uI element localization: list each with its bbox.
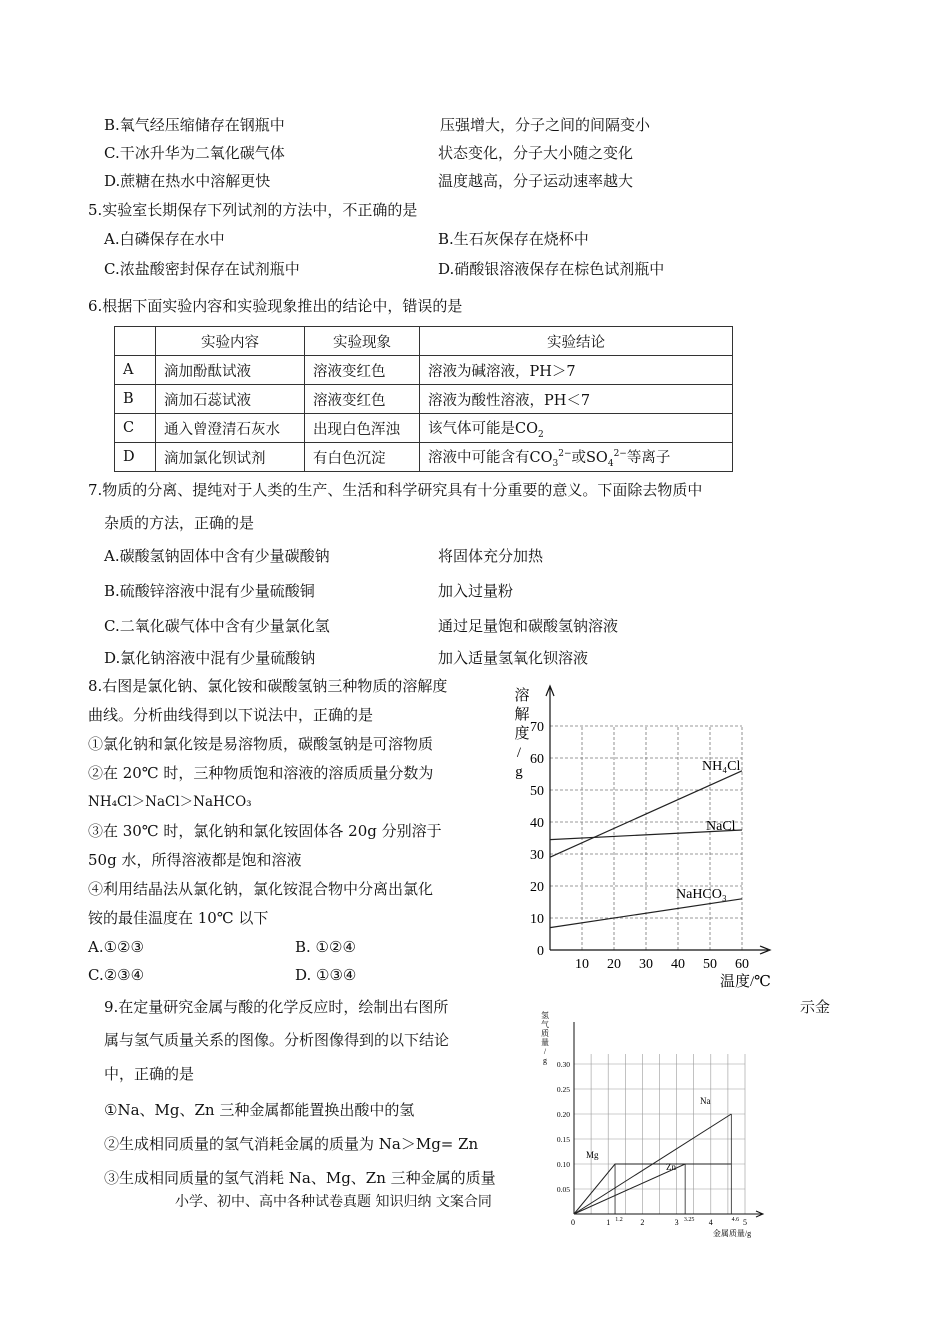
q7-option-b-method: 加入过量粉 [438, 582, 514, 600]
q7-option-a: A.碳酸氢钠固体中含有少量碳酸钠 [104, 547, 330, 565]
table-cell: 通入曾澄清石灰水 [156, 414, 305, 443]
series-label: NaCl [706, 819, 736, 834]
y-axis-label: 质 [541, 1029, 549, 1038]
formula-or-so: 或SO [571, 449, 608, 466]
table-cell: 溶液变红色 [305, 356, 420, 385]
q8-line: 50g 水，所得溶液都是饱和溶液 [88, 851, 302, 869]
y-tick-label: 0 [537, 944, 544, 959]
q7-option-a-method: 将固体充分加热 [438, 547, 544, 565]
y-axis-label: 溶 [514, 688, 530, 704]
table-cell: 滴加酚酞试液 [156, 356, 305, 385]
x-tick-label: 3 [674, 1218, 679, 1227]
y-tick-label: 0.15 [556, 1135, 570, 1144]
x-axis-label: 金属质量/g [712, 1229, 752, 1238]
q8-option-c: C.②③④ [88, 966, 145, 984]
row-label: A [115, 356, 156, 385]
q5-stem: 5.实验室长期保存下列试剂的方法中，不正确的是 [88, 201, 418, 219]
q5-option-b: B.生石灰保存在烧杯中 [438, 230, 589, 248]
header-cell: 实验结论 [420, 327, 733, 356]
series-label: Na [700, 1096, 711, 1106]
q8-line: NH₄Cl＞NaCl＞NaHCO₃ [88, 794, 252, 810]
q8-option-d: D. ①③④ [295, 966, 357, 984]
x-tick-label: 2 [640, 1218, 645, 1227]
row-label: D [115, 443, 156, 472]
q8-line: 8.右图是氯化钠、氯化铵和碳酸氢钠三种物质的溶解度 [88, 677, 448, 695]
q4-option-d: D.蔗糖在热水中溶解更快 [104, 172, 271, 190]
y-tick-label: 60 [530, 752, 544, 767]
q8-option-a: A.①②③ [88, 938, 144, 956]
header-cell [115, 327, 156, 356]
q9-line: 属与氢气质量关系的图像。分析图像得到的以下结论 [104, 1031, 450, 1049]
y-tick-label: 0.10 [556, 1160, 570, 1169]
q5-option-c: C.浓盐酸密封保存在试剂瓶中 [104, 260, 300, 278]
q8-line: ②在 20℃ 时，三种物质饱和溶液的溶质质量分数为 [88, 764, 434, 782]
x-tick-label: 40 [671, 957, 685, 972]
series-label: NaHCO₃ [676, 887, 727, 902]
table-cell: 滴加石蕊试液 [156, 385, 305, 414]
series-label: Zn [666, 1162, 676, 1172]
header-cell: 实验现象 [305, 327, 420, 356]
q8-line: 曲线。分析曲线得到以下说法中，正确的是 [88, 706, 374, 724]
y-axis-label: 解 [514, 707, 530, 723]
q4-option-d-explain: 温度越高，分子运动速率越大 [438, 172, 634, 190]
y-tick-label: 20 [530, 880, 544, 895]
table-cell: 该气体可能是$CO_2$ [420, 414, 733, 443]
charge: 2− [558, 448, 572, 459]
q9-line: 中，正确的是 [104, 1065, 195, 1083]
q6-stem: 6.根据下面实验内容和实验现象推出的结论中，错误的是 [88, 297, 463, 315]
y-axis-label: g [515, 764, 523, 780]
y-axis-label: 量 [541, 1038, 549, 1047]
table-cell: 有白色沉淀 [305, 443, 420, 472]
y-axis-label: 氢 [541, 1011, 549, 1020]
y-tick-label: 10 [530, 912, 544, 927]
q8-line: ①氯化钠和氯化铵是易溶物质，碳酸氢钠是可溶物质 [88, 735, 434, 753]
x-tick-label: 20 [607, 957, 621, 972]
row-label: C [115, 414, 156, 443]
q7-option-c-method: 通过足量饱和碳酸氢钠溶液 [438, 617, 619, 635]
q8-line: ③在 30℃ 时，氯化钠和氯化铵固体各 20g 分别溶于 [88, 822, 442, 840]
formula-co: CO [515, 420, 538, 437]
y-tick-label: 0.05 [556, 1185, 570, 1194]
x-tick-label: 3.25 [683, 1217, 695, 1223]
table-cell: 溶液中可能含有$CO_3^{2-}$或$SO_4^{2-}$等离子 [420, 443, 733, 472]
x-axis-label: 温度/℃ [720, 974, 771, 990]
cell-text-end: 等离子 [626, 449, 671, 466]
x-tick-label: 60 [735, 957, 749, 972]
formula-co3: CO [529, 449, 553, 466]
header-cell: 实验内容 [156, 327, 305, 356]
q9-line: ③生成相同质量的氢气消耗 Na、Mg、Zn 三种金属的质量 [104, 1169, 496, 1187]
x-tick-label: 30 [639, 957, 653, 972]
q7-stem-line2: 杂质的方法，正确的是 [104, 514, 255, 532]
cell-text: 该气体可能是 [428, 420, 515, 437]
footer-text: 小学、初中、高中各种试卷真题 知识归纳 文案合同 [175, 1194, 492, 1210]
table-row [115, 356, 733, 385]
table-header-row [115, 327, 733, 356]
y-tick-label: 70 [530, 720, 544, 735]
q7-option-c: C.二氧化碳气体中含有少量氯化氢 [104, 617, 330, 635]
q4-option-b: B.氧气经压缩储存在钢瓶中 [104, 116, 285, 134]
y-axis-label: / [543, 1047, 547, 1056]
x-tick-label: 5 [743, 1218, 747, 1227]
q9-line: 9.在定量研究金属与酸的化学反应时，绘制出右图所 [104, 998, 449, 1016]
table-cell: 滴加氯化钡试剂 [156, 443, 305, 472]
x-tick-label: 10 [575, 957, 589, 972]
table-cell: 出现白色浑浊 [305, 414, 420, 443]
y-tick-label: 0.20 [556, 1110, 570, 1119]
q7-option-d-method: 加入适量氢氧化钡溶液 [438, 649, 589, 667]
q4-option-c: C.干冰升华为二氧化碳气体 [104, 144, 285, 162]
x-tick-label: 4 [708, 1218, 713, 1227]
solubility-chart [500, 680, 800, 995]
q8-line: ④利用结晶法从氯化钠，氯化铵混合物中分离出氯化 [88, 880, 434, 898]
table-cell: 溶液变红色 [305, 385, 420, 414]
table-row [115, 443, 733, 472]
y-axis-label: 气 [541, 1020, 549, 1029]
hydrogen-mass-chart [522, 1008, 792, 1240]
q7-option-b: B.硫酸锌溶液中混有少量硫酸铜 [104, 582, 315, 600]
charge: 2− [613, 448, 627, 459]
y-axis-label: / [516, 745, 522, 761]
q4-option-c-explain: 状态变化，分子大小随之变化 [438, 144, 634, 162]
y-axis-label: 度 [514, 726, 530, 742]
subscript: 4 [607, 458, 614, 469]
y-tick-label: 0.25 [556, 1085, 570, 1094]
y-tick-label: 30 [530, 848, 544, 863]
y-tick-label: 50 [530, 784, 544, 799]
q7-stem-line1: 7.物质的分离、提纯对于人类的生产、生活和科学研究具有十分重要的意义。下面除去物质中 [88, 481, 703, 499]
q9-line: ①Na、Mg、Zn 三种金属都能置换出酸中的氢 [104, 1101, 415, 1119]
table-row [115, 414, 733, 443]
q4-option-b-explain: 压强增大，分子之间的间隔变小 [440, 116, 651, 134]
x-tick-label: 1.2 [615, 1217, 623, 1223]
x-tick-label: 50 [703, 957, 717, 972]
table-row [115, 385, 733, 414]
cell-text: 溶液中可能含有 [428, 449, 530, 466]
table-cell: 溶液为碱溶液，PH＞7 [420, 356, 733, 385]
q8-line: 铵的最佳温度在 10℃ 以下 [88, 909, 269, 927]
row-label: B [115, 385, 156, 414]
x-tick-label: 4.6 [731, 1217, 740, 1223]
q9-line: ②生成相同质量的氢气消耗金属的质量为 Na＞Mg= Zn [104, 1135, 479, 1153]
q9-right-fragment: 示金 [800, 998, 831, 1016]
table-cell: 溶液为酸性溶液，PH＜7 [420, 385, 733, 414]
y-tick-label: 0.30 [556, 1060, 570, 1069]
y-axis-label: g [543, 1056, 547, 1065]
q5-option-a: A.白磷保存在水中 [104, 230, 225, 248]
x-tick-label: 0 [571, 1218, 575, 1227]
q8-option-b: B. ①②④ [295, 938, 356, 956]
q7-option-d: D.氯化钠溶液中混有少量硫酸钠 [104, 649, 316, 667]
series-label: NH₄Cl [702, 759, 741, 774]
y-tick-label: 40 [530, 816, 544, 831]
q5-option-d: D.硝酸银溶液保存在棕色试剂瓶中 [438, 260, 665, 278]
x-tick-label: 1 [606, 1218, 611, 1227]
q6-experiment-table [114, 326, 733, 472]
series-label: Mg [586, 1150, 599, 1160]
